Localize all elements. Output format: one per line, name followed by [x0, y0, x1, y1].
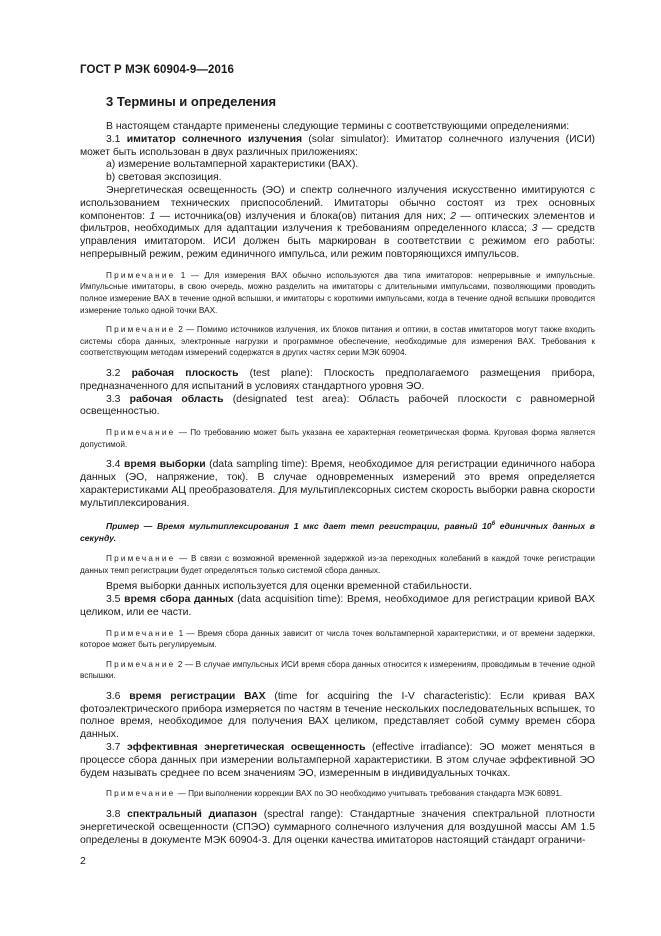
note-label: Примечание	[106, 325, 176, 335]
term-number: 3.4	[106, 459, 124, 471]
note-text: 2 — Помимо источников излучения, их блоков питания и оптики, в состав имитаторов могут также входить системы сбора данных, электронные нагрузки и программное обеспечение, необходимые для измерения ВАХ. Требования к соответствующим методам измерений содержатся в других частях серии МЭК 60904.	[80, 325, 595, 358]
term-3-6	[80, 691, 595, 742]
term-3-4	[80, 459, 595, 510]
term-definition: (solar simulator): Имитатор солнечного излучения (ИСИ) может быть использован в двух различных приложениях:	[80, 133, 595, 158]
note-text: 1 — Для измерения ВАХ обычно используются два типа имитаторов: непрерывные и импульсные. Импульсные имитаторы, в свою очередь, можно разделить на имитаторы с длительными импульсами, позволяющими проводить полное измерение ВАХ в течение одной вспышки, и имитаторы с короткими импульсами, когда в течение одной вспышки проводится измерение только одной точки ВАХ.	[80, 270, 595, 315]
term-number: 3.7	[106, 742, 127, 754]
paragraph-3-4-b: Время выборки данных используется для оценки временной стабильности.	[106, 581, 472, 593]
note-text: 1 — Время сбора данных зависит от числа точек вольтамперной характеристики, и от времени задержки, которое может быть регулируемым.	[80, 628, 595, 650]
note-label: Примечание	[106, 789, 176, 799]
term-name: время выборки	[124, 459, 206, 471]
example-3-4	[80, 519, 595, 544]
note-label: Примечание	[106, 628, 176, 638]
term-name: время регистрации ВАХ	[129, 690, 266, 702]
note-text: 2 — В случае импульсных ИСИ время сбора данных относится к измерениям, проводимым в течение одной вспышки.	[80, 659, 595, 681]
term-definition: (data sampling time): Время, необходимое для регистрации единичного набора данных (ЭО, напряжение, ток). В случае одновременных измерений это время определяется характеристиками АЦ преобразователя. Для мультиплексорных систем скорость выборки равна скорости мультиплексирования.	[80, 459, 595, 509]
note-label: Примечание	[106, 428, 176, 438]
term-number: 3.3	[106, 393, 130, 405]
term-definition: (data acquisition time): Время, необходимое для регистрации кривой ВАХ целиком, или ее части.	[80, 593, 595, 618]
note-3-4	[80, 553, 595, 576]
term-3-5	[80, 594, 595, 620]
example-superscript: 6	[491, 521, 496, 528]
note-label: Примечание	[106, 659, 176, 669]
note-3-1-1	[80, 270, 595, 316]
example-text: Пример — Время мультиплексирования 1 мкс дает темп регистрации, равный 10	[106, 521, 492, 532]
term-number: 3.1	[106, 133, 127, 145]
intro-paragraph: В настоящем стандарте применены следующие термины с соответствующими определениями:	[106, 121, 570, 132]
term-number: 3.2	[106, 367, 132, 379]
note-3-5-2	[80, 659, 595, 682]
note-3-1-2	[80, 324, 595, 359]
note-3-5-1	[80, 628, 595, 651]
term-definition: (test plane): Плоскость предполагаемого размещения прибора, предназначенного для испытаний в условиях стандартного уровня ЭО.	[80, 367, 595, 392]
note-label: Примечание	[106, 553, 176, 563]
term-3-3	[80, 394, 595, 420]
paragraph-3-1-body	[80, 185, 595, 262]
term-name: спектральный диапазон	[127, 809, 258, 821]
term-name: время сбора данных	[124, 593, 234, 605]
note-text: — В связи с возможной временной задержкой из-за переходных колебаний в каждой точке регистрации данных темп регистрации будет определяться только системой сбора данных.	[80, 553, 595, 575]
term-name: рабочая плоскость	[131, 367, 239, 379]
paragraph-text: — источника(ов) излучения и блока(ов) питания для них;	[155, 210, 451, 222]
term-3-7	[80, 742, 595, 780]
term-definition: (time for acquiring the I-V characteristic): Если кривая ВАХ фотоэлектрического прибора измеряется по частям в течение нескольких последовательных вспышек, то полное время, необходимое для получения ВАХ целиком, представляет собой сумму времен сбора данных.	[80, 690, 595, 741]
paragraph-number: 1	[149, 210, 156, 222]
note-label: Примечание	[106, 270, 176, 280]
term-number: 3.6	[106, 690, 130, 702]
term-name: имитатор солнечного излучения	[126, 133, 303, 145]
term-definition: (spectral range): Стандартные значения спектральной плотности энергетической освещенности (СПЭО) суммарного солнечного излучения для воздушной массы AM 1.5 определены в документе МЭК 60904-3. Для оценки качества имитаторов настоящий стандарт ограничи-	[80, 809, 595, 846]
note-text: — При выполнении коррекции ВАХ по ЭО необходимо учитывать требования стандарта МЭК 60891.	[175, 789, 563, 799]
term-name: эффективная энергетическая освещенность	[127, 742, 366, 754]
list-item-b: b) световая экспозиция.	[106, 172, 222, 184]
term-3-8	[80, 809, 595, 847]
section-title: 3 Термины и определения	[106, 94, 277, 109]
document-header: ГОСТ Р МЭК 60904-9—2016	[80, 64, 234, 76]
note-text: — По требованию может быть указана ее характерная геометрическая форма. Круговая форма является допустимой.	[80, 428, 595, 449]
term-definition: (effective irradiance): ЭО может меняться в процессе сбора данных при измерении вольтамперной характеристики. В этом случае эффективной ЭО будем называть среднее по всем значениям ЭО, измеренным в индивидуальных точках.	[80, 742, 595, 779]
page-number: 2	[80, 855, 86, 867]
list-item-a: a) измерение вольтамперной характеристики (ВАХ).	[106, 159, 359, 171]
term-3-2	[80, 368, 595, 394]
paragraph-text: Энергетическая освещенность (ЭО) и спектр солнечного излучения искусственно имитируются с использованием технических приспособлений. Имитаторы обычно состоят из трех основных компонентов:	[80, 184, 595, 222]
term-definition: (designated test area): Область рабочей плоскости с равномерной освещенностью.	[80, 393, 595, 418]
term-name: рабочая область	[129, 393, 224, 405]
paragraph-number: 3	[531, 223, 538, 235]
paragraph-text: — оптических элементов и фильтров, необходимых для адаптации излучения к требованиям определенного класса;	[80, 210, 595, 235]
example-text: единичных данных в секунду.	[80, 521, 595, 544]
term-number: 3.5	[106, 593, 125, 605]
paragraph-text: — средств управления имитатором. ИСИ должен быть маркирован в соответствии с режимом его работы: непрерывный режим, режим единичного импульса, или режим повторяющихся импульсов.	[80, 223, 595, 260]
term-number: 3.8	[106, 809, 128, 821]
note-3-7	[80, 788, 595, 800]
note-3-3	[80, 427, 595, 450]
paragraph-number: 2	[450, 210, 456, 222]
document-body	[80, 121, 595, 847]
term-3-1	[80, 134, 595, 160]
